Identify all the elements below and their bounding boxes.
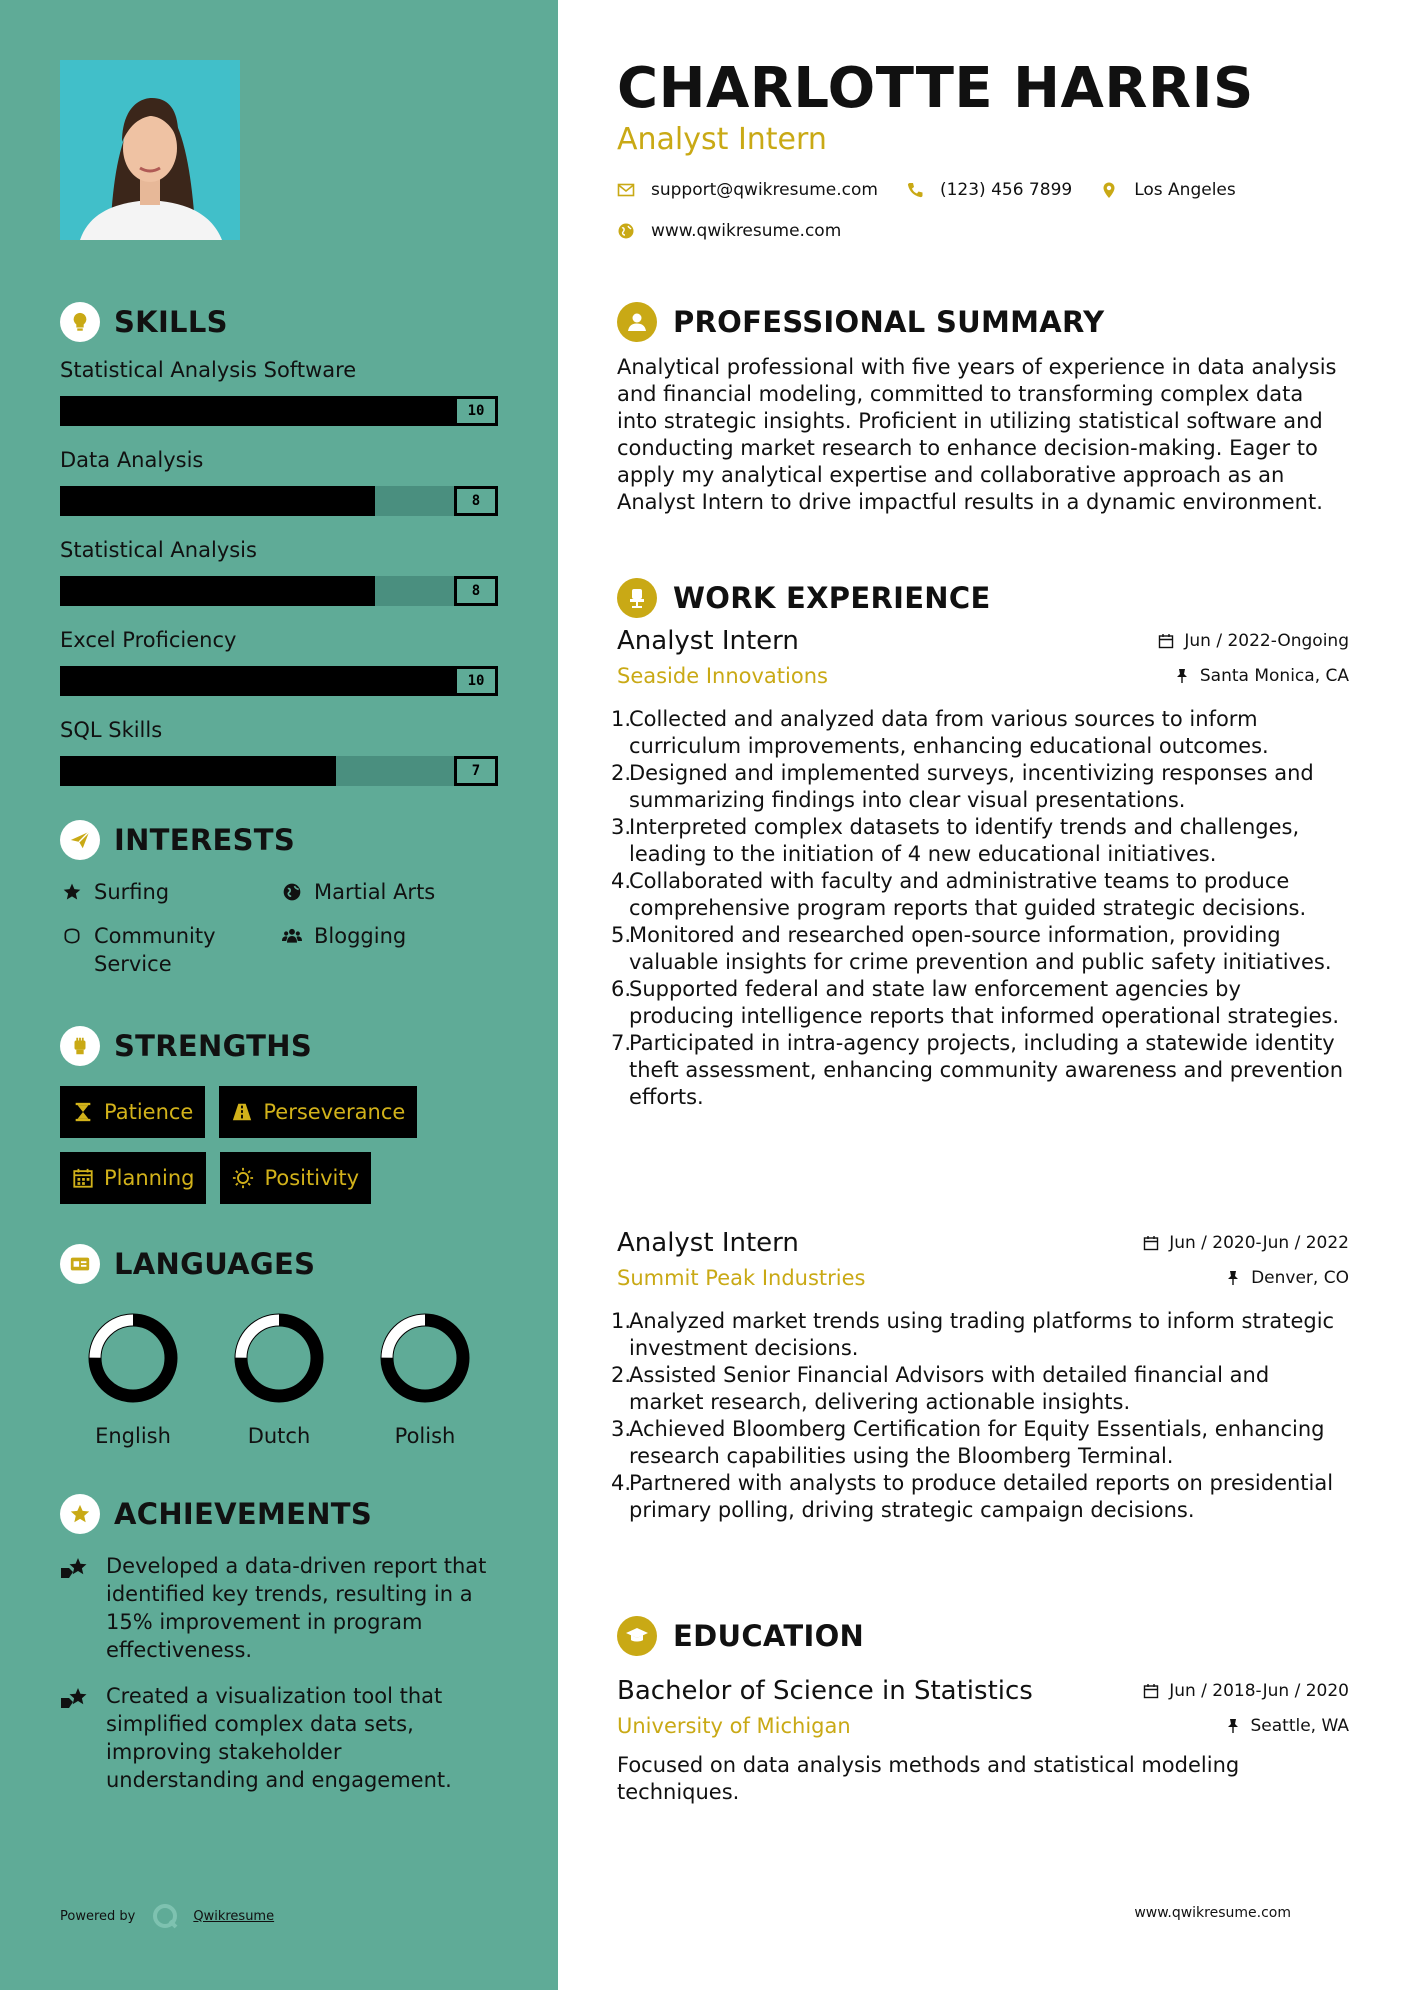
achievements-list <box>60 1552 500 1794</box>
job-bullet-text: Partnered with analysts to produce detailed reports on presidential primary polling, driving strategic campaign decisions. <box>629 1471 1334 1522</box>
contact-phone[interactable]: (123) 456 7899 <box>939 180 1073 200</box>
summary-text: Analytical professional with five years of experience in data analysis and financial modeling, committed to transforming complex data into strategic insights. Proficient in utilizing statistical software and conducting market research to enhance decision-making. Eager to apply my analytical expertise and collaborative approach as an Analyst Intern to drive impactful results in a dynamic environment. <box>617 355 1337 514</box>
strength-label: Planning <box>104 1166 195 1190</box>
strength-badge <box>60 1152 206 1204</box>
envelope-icon <box>617 181 635 199</box>
skill-item <box>60 444 500 516</box>
interest-item <box>60 878 280 906</box>
experience-title: WORK EXPERIENCE <box>673 581 991 615</box>
education-location <box>1225 1716 1350 1736</box>
skill-score: 8 <box>454 576 498 606</box>
strengths-title: STRENGTHS <box>114 1029 313 1063</box>
pushpin-icon <box>1174 668 1190 684</box>
strength-badge <box>60 1086 205 1138</box>
job-bullet-text: Supported federal and state law enforcement agencies by producing intelligence reports that informed operational strategies. <box>629 977 1340 1028</box>
education-school: University of Michigan <box>617 1714 851 1738</box>
language-level-ring <box>231 1310 327 1406</box>
language-card-icon <box>60 1244 100 1284</box>
office-chair-icon <box>617 578 657 618</box>
skill-score: 7 <box>454 756 498 786</box>
contact-website[interactable]: www.qwikresume.com <box>651 221 842 241</box>
skill-item <box>60 624 500 696</box>
job-location-text: Santa Monica, CA <box>1199 666 1349 686</box>
achievement-text: Created a visualization tool that simplified complex data sets, improving stakeholder understanding and engagement. <box>106 1684 452 1792</box>
sun-icon <box>232 1167 254 1189</box>
pushpin-icon <box>1225 1270 1241 1286</box>
hourglass-icon <box>72 1101 94 1123</box>
language-item <box>206 1310 352 1448</box>
skill-name: Data Analysis <box>60 448 204 472</box>
achievement-item <box>60 1552 500 1664</box>
strength-badge <box>220 1152 371 1204</box>
star-badge-icon <box>60 1494 100 1534</box>
skill-name: Statistical Analysis Software <box>60 358 357 382</box>
skills-section <box>60 300 500 786</box>
job-date <box>1143 1233 1349 1253</box>
job-title: Analyst Intern <box>617 626 799 656</box>
job-bullet-text: Interpreted complex datasets to identify trends and challenges, leading to the initiation of 4 new educational initiatives. <box>629 815 1300 866</box>
job-location <box>1225 1268 1349 1288</box>
language-item <box>352 1310 498 1448</box>
job-bullet-text: Analyzed market trends using trading platforms to inform strategic investment decisions. <box>629 1309 1335 1360</box>
education-section <box>617 1614 1349 1806</box>
job-company: Seaside Innovations <box>617 664 828 688</box>
candidate-role: Analyst Intern <box>617 122 827 157</box>
skill-bar <box>60 666 498 696</box>
language-name: Polish <box>394 1424 456 1448</box>
candidate-name: CHARLOTTE HARRIS <box>617 56 1254 121</box>
language-item <box>60 1310 206 1448</box>
interest-label: Community Service <box>94 924 216 976</box>
job-bullet: 6. Supported federal and state law enforcement agencies by producing intelligence reports that informed operational strategies. <box>617 976 1349 1030</box>
hand-icon <box>60 922 84 950</box>
graduation-icon <box>617 1616 657 1656</box>
qwikresume-logo-icon <box>151 1902 179 1930</box>
star-icon <box>60 878 84 906</box>
globe-icon <box>617 222 635 240</box>
job-bullet-text: Monitored and researched open-source information, providing valuable insights for crime prevention and public safety initiatives. <box>629 923 1332 974</box>
job-bullet-text: Achieved Bloomberg Certification for Equity Essentials, enhancing research capabilities using the Bloomberg Terminal. <box>629 1417 1325 1468</box>
achievement-item <box>60 1682 500 1794</box>
calendar-icon <box>72 1167 94 1189</box>
powered-by-label: Powered by <box>60 1908 136 1924</box>
job-bullet: 3. Interpreted complex datasets to identify trends and challenges, leading to the initiation of 4 new educational initiatives. <box>617 814 1349 868</box>
footer-url[interactable]: www.qwikresume.com <box>1134 1905 1291 1921</box>
map-pin-icon <box>1100 181 1118 199</box>
languages-heading <box>60 1242 500 1286</box>
job-entry <box>611 1228 1349 1524</box>
skill-bar <box>60 486 498 516</box>
strength-label: Perseverance <box>263 1100 406 1124</box>
strength-badge <box>219 1086 417 1138</box>
achievements-heading <box>60 1492 500 1536</box>
job-bullet-text: Participated in intra-agency projects, including a statewide identity theft assessment, enhancing community awareness and prevention efforts. <box>629 1031 1344 1109</box>
achievement-text: Developed a data-driven report that identified key trends, resulting in a 15% improvement in program effectiveness. <box>106 1554 487 1662</box>
calendar-icon <box>1143 1683 1159 1699</box>
education-degree: Bachelor of Science in Statistics <box>617 1676 1033 1706</box>
job-entry <box>611 626 1349 1111</box>
profile-photo <box>60 60 240 240</box>
education-date-text: Jun / 2018-Jun / 2020 <box>1169 1681 1349 1701</box>
languages-section <box>60 1242 500 1448</box>
strength-label: Patience <box>104 1100 194 1124</box>
contact-email[interactable]: support@qwikresume.com <box>651 180 878 200</box>
contact-row <box>617 180 1236 200</box>
experience-heading <box>617 576 1349 620</box>
education-title: EDUCATION <box>673 1619 865 1653</box>
language-ring-inner-outline <box>101 1326 165 1390</box>
skill-score: 10 <box>454 666 498 696</box>
strengths-list <box>60 1086 500 1204</box>
powered-by <box>60 1902 274 1930</box>
job-bullet-text: Collected and analyzed data from various sources to inform curriculum improvements, enhancing educational outcomes. <box>629 707 1269 758</box>
sidebar <box>0 0 558 1990</box>
language-level-ring <box>377 1310 473 1406</box>
interest-label: Martial Arts <box>314 880 436 904</box>
job-company: Summit Peak Industries <box>617 1266 866 1290</box>
job-title: Analyst Intern <box>617 1228 799 1258</box>
achievements-title: ACHIEVEMENTS <box>114 1497 373 1531</box>
education-heading <box>617 1614 1349 1658</box>
strengths-heading <box>60 1024 500 1068</box>
skill-score: 10 <box>454 396 498 426</box>
skill-bar-fill <box>60 576 375 606</box>
skill-score: 8 <box>454 486 498 516</box>
strength-label: Positivity <box>264 1166 359 1190</box>
interests-title: INTERESTS <box>114 823 296 857</box>
summary-title: PROFESSIONAL SUMMARY <box>673 305 1105 339</box>
skill-name: Excel Proficiency <box>60 628 237 652</box>
skills-heading <box>60 300 500 344</box>
skill-bar <box>60 396 498 426</box>
star-hand-icon <box>60 1682 92 1794</box>
website-row <box>617 221 841 241</box>
interest-label: Blogging <box>314 924 407 948</box>
paper-plane-icon <box>60 820 100 860</box>
interest-item <box>60 922 280 978</box>
job-date-text: Jun / 2020-Jun / 2022 <box>1169 1233 1349 1253</box>
calendar-icon <box>1158 633 1174 649</box>
interest-item <box>280 878 500 906</box>
skill-name: Statistical Analysis <box>60 538 257 562</box>
skill-item <box>60 714 500 786</box>
job-bullet: 4. Collaborated with faculty and administrative teams to produce comprehensive program reports that guided strategic decisions. <box>617 868 1349 922</box>
strengths-section <box>60 1024 500 1204</box>
lightbulb-icon <box>60 302 100 342</box>
skill-bar <box>60 756 498 786</box>
skills-list <box>60 354 500 786</box>
phone-icon <box>906 181 924 199</box>
skill-bar-fill <box>60 756 336 786</box>
job-bullets <box>611 706 1349 1111</box>
summary-heading <box>617 300 1349 344</box>
skill-name: SQL Skills <box>60 718 163 742</box>
job-bullet: 5. Monitored and researched open-source information, providing valuable insights for crime prevention and public safety initiatives. <box>617 922 1349 976</box>
achievements-section <box>60 1492 500 1794</box>
interest-label: Surfing <box>94 880 170 904</box>
job-bullet: 1. Analyzed market trends using trading platforms to inform strategic investment decisions. <box>617 1308 1349 1362</box>
pushpin-icon <box>1225 1718 1241 1734</box>
languages-title: LANGUAGES <box>114 1247 316 1281</box>
skill-bar-fill <box>60 486 375 516</box>
interests-heading <box>60 818 500 862</box>
job-bullet: 7. Participated in intra-agency projects, including a statewide identity theft assessment, enhancing community awareness and prevention efforts. <box>617 1030 1349 1111</box>
job-bullet: 4. Partnered with analysts to produce detailed reports on presidential primary polling, driving strategic campaign decisions. <box>617 1470 1349 1524</box>
job-location-text: Denver, CO <box>1251 1268 1349 1288</box>
road-icon <box>231 1101 253 1123</box>
language-ring-inner-outline <box>247 1326 311 1390</box>
job-bullet: 2. Assisted Senior Financial Advisors with detailed financial and market research, delivering actionable insights. <box>617 1362 1349 1416</box>
languages-list <box>60 1310 500 1448</box>
skill-item <box>60 534 500 606</box>
skill-bar-fill <box>60 666 498 696</box>
education-text: Focused on data analysis methods and statistical modeling techniques. <box>617 1753 1240 1804</box>
contact-location: Los Angeles <box>1134 180 1236 200</box>
summary-section <box>617 300 1349 516</box>
job-bullets <box>611 1308 1349 1524</box>
calendar-icon <box>1143 1235 1159 1251</box>
education-entry <box>617 1676 1349 1806</box>
job-date-text: Jun / 2022-Ongoing <box>1184 631 1349 651</box>
user-icon <box>617 302 657 342</box>
language-ring-inner-outline <box>393 1326 457 1390</box>
interest-item <box>280 922 500 978</box>
skill-bar <box>60 576 498 606</box>
job-bullet-text: Designed and implemented surveys, incentivizing responses and summarizing findings into clear visual presentations. <box>629 761 1314 812</box>
job-location <box>1174 666 1349 686</box>
qwikresume-link[interactable]: Qwikresume <box>193 1908 275 1924</box>
fist-icon <box>60 1026 100 1066</box>
job-bullet-text: Collaborated with faculty and administrative teams to produce comprehensive program reports that guided strategic decisions. <box>629 869 1307 920</box>
users-icon <box>280 922 304 950</box>
experience-section <box>617 576 1349 620</box>
job-date <box>1158 631 1349 651</box>
star-hand-icon <box>60 1552 92 1664</box>
language-name: Dutch <box>247 1424 311 1448</box>
interests-list <box>60 878 500 978</box>
skill-item <box>60 354 500 426</box>
skills-title: SKILLS <box>114 305 228 339</box>
language-level-ring <box>85 1310 181 1406</box>
language-name: English <box>95 1424 171 1448</box>
job-bullet: 1. Collected and analyzed data from various sources to inform curriculum improvements, enhancing educational outcomes. <box>617 706 1349 760</box>
globe-icon <box>280 878 304 906</box>
job-bullet-text: Assisted Senior Financial Advisors with detailed financial and market research, delivering actionable insights. <box>629 1363 1270 1414</box>
job-bullet: 3. Achieved Bloomberg Certification for Equity Essentials, enhancing research capabilities using the Bloomberg Terminal. <box>617 1416 1349 1470</box>
education-date <box>1143 1681 1349 1701</box>
skill-bar-fill <box>60 396 498 426</box>
job-bullet: 2. Designed and implemented surveys, incentivizing responses and summarizing findings into clear visual presentations. <box>617 760 1349 814</box>
interests-section <box>60 818 500 978</box>
education-location-text: Seattle, WA <box>1250 1716 1349 1736</box>
